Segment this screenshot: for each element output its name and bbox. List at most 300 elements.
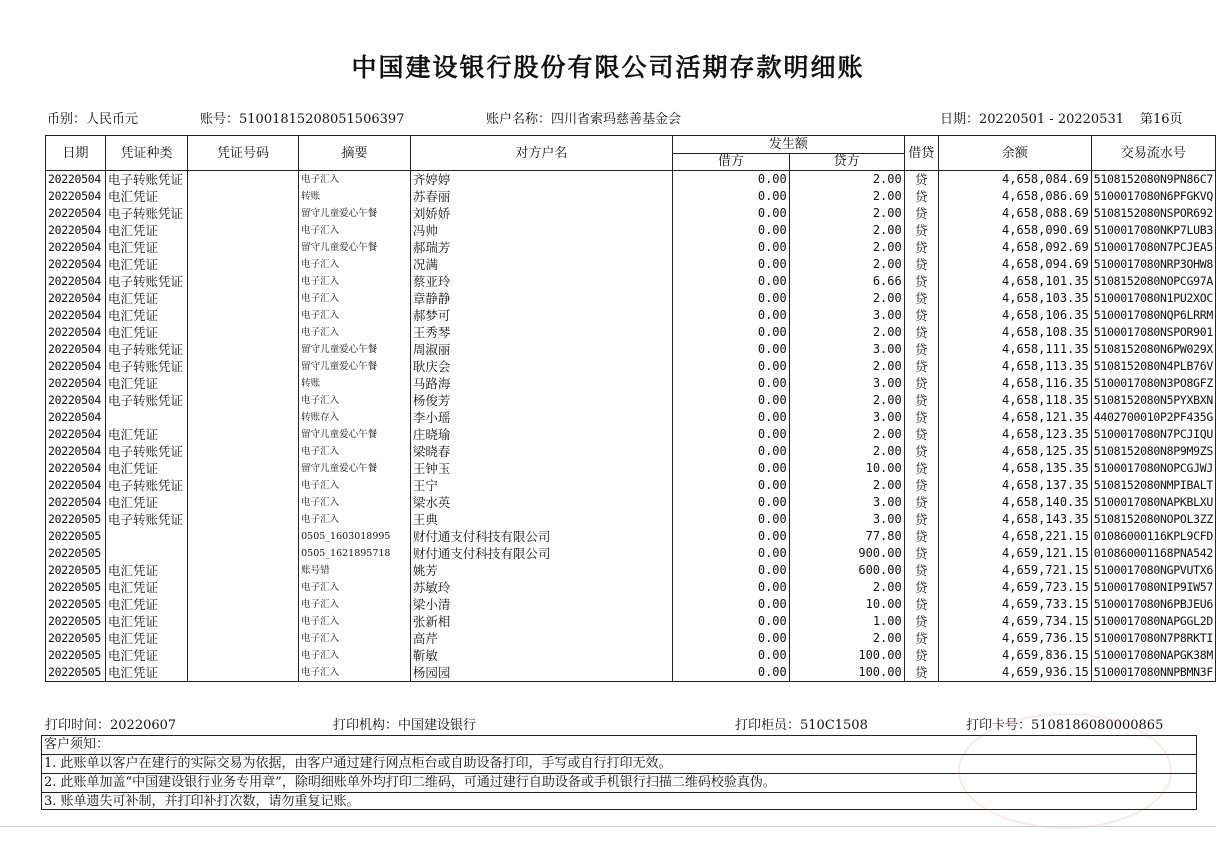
row-date: 20220505 [46, 528, 106, 545]
row-voucher-type: 电子转账凭证 [105, 511, 187, 528]
row-voucher-no [187, 511, 298, 528]
row-voucher-type [105, 545, 187, 562]
row-voucher-no [187, 205, 298, 222]
row-counterparty: 梁水英 [410, 494, 672, 511]
row-serial: 5100017080NIP9IW57 [1091, 579, 1215, 596]
row-serial: 5100017080N7P8RKTI [1091, 630, 1215, 647]
row-counterparty: 姚芳 [410, 562, 672, 579]
currency-label: 币别：人民币元 [47, 112, 139, 127]
row-balance: 4,659,721.15 [938, 562, 1091, 579]
row-balance: 4,658,090.69 [938, 222, 1091, 239]
row-dc: 贷 [904, 222, 938, 239]
row-voucher-no [187, 477, 298, 494]
row-serial: 5108152080NMPIBALT [1091, 477, 1215, 494]
row-credit: 2.00 [789, 443, 904, 460]
row-voucher-type: 电汇凭证 [105, 613, 187, 630]
notes-title: 客户须知： [42, 736, 1196, 755]
row-summary: 留守儿童爱心午餐 [299, 341, 411, 358]
table-row [46, 222, 1216, 239]
row-debit: 0.00 [673, 324, 790, 341]
row-dc: 贷 [904, 664, 938, 682]
row-date: 20220505 [46, 579, 106, 596]
row-serial: 5108152080NOPOL3ZZ [1091, 511, 1215, 528]
row-balance: 4,658,118.35 [938, 392, 1091, 409]
table-row [46, 596, 1216, 613]
row-counterparty: 耿庆会 [410, 358, 672, 375]
row-voucher-no [187, 528, 298, 545]
row-credit: 2.00 [789, 188, 904, 205]
table-row [46, 375, 1216, 392]
row-counterparty: 张新相 [410, 613, 672, 630]
page-bottom-divider [0, 826, 1216, 827]
row-debit: 0.00 [673, 273, 790, 290]
row-voucher-no [187, 375, 298, 392]
row-balance: 4,658,121.35 [938, 409, 1091, 426]
row-credit: 100.00 [789, 664, 904, 682]
table-row [46, 460, 1216, 477]
print-org: 打印机构：中国建设银行 [333, 718, 477, 733]
row-balance: 4,658,084.69 [938, 171, 1091, 189]
row-voucher-type: 电汇凭证 [105, 460, 187, 477]
table-row [46, 630, 1216, 647]
row-dc: 贷 [904, 171, 938, 189]
row-counterparty: 况满 [410, 256, 672, 273]
row-dc: 贷 [904, 290, 938, 307]
row-balance: 4,659,936.15 [938, 664, 1091, 682]
page-number: 第16页 [1140, 112, 1183, 127]
row-voucher-no [187, 545, 298, 562]
row-balance: 4,658,143.35 [938, 511, 1091, 528]
row-voucher-type: 电汇凭证 [105, 562, 187, 579]
row-debit: 0.00 [673, 647, 790, 664]
row-debit: 0.00 [673, 664, 790, 682]
row-date: 20220505 [46, 596, 106, 613]
row-credit: 2.00 [789, 205, 904, 222]
note-item: 1. 此账单以客户在建行的实际交易为依据，由客户通过建行网点柜台或自助设备打印，手写或自行打印无效。 [42, 755, 1196, 774]
row-voucher-type: 电汇凭证 [105, 375, 187, 392]
row-date: 20220505 [46, 545, 106, 562]
row-serial: 010860001168PNA542 [1091, 545, 1215, 562]
row-serial: 5108152080N8P9M9ZS [1091, 443, 1215, 460]
row-dc: 贷 [904, 358, 938, 375]
row-debit: 0.00 [673, 171, 790, 189]
row-summary: 留守儿童爱心午餐 [299, 460, 411, 477]
row-voucher-no [187, 307, 298, 324]
col-debit: 借方 [673, 154, 790, 171]
row-summary: 留守儿童爱心午餐 [299, 205, 411, 222]
table-row [46, 256, 1216, 273]
row-balance: 4,659,736.15 [938, 630, 1091, 647]
table-row [46, 647, 1216, 664]
account-name: 账户名称：四川省索玛慈善基金会 [486, 112, 682, 127]
row-dc: 贷 [904, 528, 938, 545]
row-debit: 0.00 [673, 545, 790, 562]
row-date: 20220504 [46, 494, 106, 511]
row-credit: 3.00 [789, 494, 904, 511]
row-counterparty: 齐婷婷 [410, 171, 672, 189]
row-serial: 5100017080NAPKBLXU [1091, 494, 1215, 511]
row-balance: 4,658,088.69 [938, 205, 1091, 222]
row-balance: 4,659,836.15 [938, 647, 1091, 664]
row-credit: 2.00 [789, 290, 904, 307]
row-counterparty: 杨俊芳 [410, 392, 672, 409]
row-serial: 5108152080N4PLB76V [1091, 358, 1215, 375]
row-debit: 0.00 [673, 630, 790, 647]
row-counterparty: 李小瑶 [410, 409, 672, 426]
row-voucher-no [187, 171, 298, 189]
row-summary: 电子汇入 [299, 647, 411, 664]
table-row [46, 545, 1216, 562]
row-dc: 贷 [904, 324, 938, 341]
row-summary: 转账 [299, 375, 411, 392]
row-dc: 贷 [904, 375, 938, 392]
row-balance: 4,658,101.35 [938, 273, 1091, 290]
row-dc: 贷 [904, 188, 938, 205]
row-credit: 3.00 [789, 375, 904, 392]
row-summary: 电子汇入 [299, 273, 411, 290]
row-voucher-no [187, 426, 298, 443]
row-dc: 贷 [904, 613, 938, 630]
row-credit: 2.00 [789, 222, 904, 239]
row-debit: 0.00 [673, 188, 790, 205]
table-row [46, 239, 1216, 256]
row-balance: 4,658,116.35 [938, 375, 1091, 392]
row-credit: 2.00 [789, 239, 904, 256]
row-balance: 4,658,221.15 [938, 528, 1091, 545]
row-dc: 贷 [904, 596, 938, 613]
row-serial: 5100017080NGPVUTX6 [1091, 562, 1215, 579]
row-dc: 贷 [904, 307, 938, 324]
row-summary: 电子汇入 [299, 324, 411, 341]
row-voucher-type: 电汇凭证 [105, 307, 187, 324]
row-counterparty: 财付通支付科技有限公司 [410, 528, 672, 545]
row-serial: 5108152080NSPOR692 [1091, 205, 1215, 222]
table-row [46, 341, 1216, 358]
row-voucher-type: 电汇凭证 [105, 290, 187, 307]
row-summary: 电子汇入 [299, 222, 411, 239]
print-counter: 打印柜员：510C1508 [735, 718, 868, 733]
row-summary: 账号错 [299, 562, 411, 579]
row-serial: 5100017080NSPOR901 [1091, 324, 1215, 341]
row-date: 20220504 [46, 171, 106, 189]
row-balance: 4,658,103.35 [938, 290, 1091, 307]
row-voucher-no [187, 222, 298, 239]
row-voucher-type: 电汇凭证 [105, 494, 187, 511]
row-dc: 贷 [904, 239, 938, 256]
row-voucher-no [187, 341, 298, 358]
row-balance: 4,658,108.35 [938, 324, 1091, 341]
row-credit: 2.00 [789, 426, 904, 443]
table-row [46, 494, 1216, 511]
row-balance: 4,658,137.35 [938, 477, 1091, 494]
row-counterparty: 郝瑞芳 [410, 239, 672, 256]
row-credit: 900.00 [789, 545, 904, 562]
row-counterparty: 杨园园 [410, 664, 672, 682]
row-voucher-type: 电子转账凭证 [105, 477, 187, 494]
row-debit: 0.00 [673, 477, 790, 494]
row-voucher-no [187, 664, 298, 682]
row-voucher-type [105, 528, 187, 545]
row-counterparty: 高芹 [410, 630, 672, 647]
row-credit: 2.00 [789, 579, 904, 596]
row-dc: 贷 [904, 477, 938, 494]
row-voucher-type: 电汇凭证 [105, 596, 187, 613]
row-date: 20220505 [46, 630, 106, 647]
row-balance: 4,658,106.35 [938, 307, 1091, 324]
table-row [46, 613, 1216, 630]
row-voucher-type: 电子转账凭证 [105, 171, 187, 189]
row-balance: 4,658,092.69 [938, 239, 1091, 256]
row-voucher-no [187, 239, 298, 256]
row-voucher-no [187, 562, 298, 579]
row-serial: 5100017080N1PU2XOC [1091, 290, 1215, 307]
row-date: 20220504 [46, 239, 106, 256]
table-row [46, 579, 1216, 596]
row-summary: 电子汇入 [299, 613, 411, 630]
row-dc: 贷 [904, 647, 938, 664]
row-credit: 2.00 [789, 171, 904, 189]
row-serial: 5100017080NOPCGJWJ [1091, 460, 1215, 477]
row-counterparty: 蔡亚玲 [410, 273, 672, 290]
row-balance: 4,658,111.35 [938, 341, 1091, 358]
row-voucher-type: 电汇凭证 [105, 426, 187, 443]
row-summary: 电子汇入 [299, 307, 411, 324]
row-date: 20220504 [46, 307, 106, 324]
table-row [46, 273, 1216, 290]
row-credit: 10.00 [789, 460, 904, 477]
row-date: 20220504 [46, 324, 106, 341]
row-debit: 0.00 [673, 205, 790, 222]
row-credit: 1.00 [789, 613, 904, 630]
row-serial: 5108152080N6PW029X [1091, 341, 1215, 358]
row-dc: 贷 [904, 630, 938, 647]
row-voucher-no [187, 290, 298, 307]
row-debit: 0.00 [673, 596, 790, 613]
row-summary: 转账 [299, 188, 411, 205]
row-balance: 4,659,733.15 [938, 596, 1091, 613]
row-debit: 0.00 [673, 426, 790, 443]
row-balance: 4,659,121.15 [938, 545, 1091, 562]
row-credit: 100.00 [789, 647, 904, 664]
row-voucher-no [187, 392, 298, 409]
row-dc: 贷 [904, 273, 938, 290]
row-credit: 3.00 [789, 511, 904, 528]
row-voucher-no [187, 647, 298, 664]
row-summary: 电子汇入 [299, 511, 411, 528]
date-range: 日期：20220501 - 20220531 [940, 112, 1124, 127]
row-serial: 4402700010P2PF435G [1091, 409, 1215, 426]
table-row [46, 188, 1216, 205]
row-counterparty: 梁小清 [410, 596, 672, 613]
col-voucher-type: 凭证种类 [105, 136, 187, 171]
row-serial: 5100017080NAPGK38M [1091, 647, 1215, 664]
row-voucher-type: 电子转账凭证 [105, 341, 187, 358]
print-card: 打印卡号：5108186080000865 [966, 718, 1164, 733]
table-row [46, 477, 1216, 494]
table-row [46, 307, 1216, 324]
row-voucher-no [187, 494, 298, 511]
row-credit: 3.00 [789, 409, 904, 426]
row-date: 20220505 [46, 613, 106, 630]
row-credit: 600.00 [789, 562, 904, 579]
row-summary: 电子汇入 [299, 290, 411, 307]
row-summary: 电子汇入 [299, 477, 411, 494]
row-date: 20220504 [46, 290, 106, 307]
row-date: 20220504 [46, 443, 106, 460]
row-counterparty: 章静静 [410, 290, 672, 307]
bank-seal-faint [958, 713, 1172, 829]
row-balance: 4,659,723.15 [938, 579, 1091, 596]
row-date: 20220505 [46, 511, 106, 528]
row-voucher-no [187, 273, 298, 290]
row-counterparty: 王钟玉 [410, 460, 672, 477]
row-serial: 5100017080N6PFGKVQ [1091, 188, 1215, 205]
row-serial: 5100017080NKP7LUB3 [1091, 222, 1215, 239]
row-voucher-no [187, 358, 298, 375]
row-date: 20220504 [46, 426, 106, 443]
table-row [46, 511, 1216, 528]
row-serial: 5100017080NRP3OHW8 [1091, 256, 1215, 273]
transaction-table [45, 135, 1216, 682]
row-voucher-type: 电汇凭证 [105, 579, 187, 596]
row-voucher-no [187, 630, 298, 647]
row-summary: 电子汇入 [299, 579, 411, 596]
row-serial: 5100017080N7PCJIQU [1091, 426, 1215, 443]
row-credit: 2.00 [789, 392, 904, 409]
row-voucher-type: 电汇凭证 [105, 222, 187, 239]
row-debit: 0.00 [673, 494, 790, 511]
row-date: 20220504 [46, 375, 106, 392]
table-row [46, 528, 1216, 545]
row-counterparty: 马路海 [410, 375, 672, 392]
row-voucher-no [187, 460, 298, 477]
row-summary: 电子汇入 [299, 664, 411, 682]
row-voucher-type: 电子转账凭证 [105, 358, 187, 375]
row-credit: 3.00 [789, 341, 904, 358]
row-voucher-type: 电子转账凭证 [105, 392, 187, 409]
row-voucher-type: 电子转账凭证 [105, 443, 187, 460]
print-time: 打印时间：20220607 [45, 718, 177, 733]
table-row [46, 358, 1216, 375]
row-serial: 5108152080NOPCG97A [1091, 273, 1215, 290]
row-dc: 贷 [904, 511, 938, 528]
row-dc: 贷 [904, 443, 938, 460]
row-debit: 0.00 [673, 409, 790, 426]
col-dc: 借贷 [904, 136, 938, 171]
table-row [46, 426, 1216, 443]
row-voucher-no [187, 188, 298, 205]
row-dc: 贷 [904, 392, 938, 409]
row-debit: 0.00 [673, 528, 790, 545]
row-counterparty: 王宁 [410, 477, 672, 494]
row-voucher-no [187, 579, 298, 596]
row-voucher-type: 电子转账凭证 [105, 273, 187, 290]
col-amount: 发生额 [673, 136, 905, 154]
row-voucher-type: 电汇凭证 [105, 239, 187, 256]
table-row [46, 290, 1216, 307]
row-debit: 0.00 [673, 256, 790, 273]
row-counterparty: 庄晓瑜 [410, 426, 672, 443]
row-date: 20220504 [46, 256, 106, 273]
row-credit: 10.00 [789, 596, 904, 613]
row-voucher-no [187, 409, 298, 426]
row-debit: 0.00 [673, 358, 790, 375]
row-balance: 4,659,734.15 [938, 613, 1091, 630]
col-credit: 贷方 [789, 154, 904, 171]
row-dc: 贷 [904, 426, 938, 443]
row-credit: 2.00 [789, 630, 904, 647]
account-number: 账号：51001815208051506397 [200, 112, 405, 127]
table-row [46, 562, 1216, 579]
row-balance: 4,658,113.35 [938, 358, 1091, 375]
row-serial: 5100017080NQP6LRRM [1091, 307, 1215, 324]
row-summary: 0505_1603018995 [299, 528, 411, 545]
row-date: 20220504 [46, 273, 106, 290]
row-counterparty: 刘娇娇 [410, 205, 672, 222]
row-balance: 4,658,125.35 [938, 443, 1091, 460]
row-dc: 贷 [904, 562, 938, 579]
row-credit: 2.00 [789, 477, 904, 494]
row-dc: 贷 [904, 256, 938, 273]
row-summary: 电子汇入 [299, 494, 411, 511]
col-summary: 摘要 [299, 136, 411, 171]
row-summary: 电子汇入 [299, 392, 411, 409]
row-date: 20220505 [46, 664, 106, 682]
row-balance: 4,658,140.35 [938, 494, 1091, 511]
col-serial: 交易流水号 [1091, 136, 1215, 171]
row-voucher-no [187, 596, 298, 613]
row-debit: 0.00 [673, 307, 790, 324]
row-date: 20220504 [46, 222, 106, 239]
table-row [46, 205, 1216, 222]
row-credit: 2.00 [789, 358, 904, 375]
row-counterparty: 周淑丽 [410, 341, 672, 358]
row-voucher-no [187, 443, 298, 460]
row-summary: 留守儿童爱心午餐 [299, 358, 411, 375]
row-date: 20220504 [46, 358, 106, 375]
row-summary: 电子汇入 [299, 256, 411, 273]
row-counterparty: 王秀琴 [410, 324, 672, 341]
row-debit: 0.00 [673, 341, 790, 358]
row-summary: 电子汇入 [299, 443, 411, 460]
row-serial: 5100017080NNPBMN3F [1091, 664, 1215, 682]
row-debit: 0.00 [673, 392, 790, 409]
row-debit: 0.00 [673, 613, 790, 630]
row-credit: 2.00 [789, 256, 904, 273]
row-voucher-type: 电汇凭证 [105, 188, 187, 205]
row-summary: 电子汇入 [299, 630, 411, 647]
table-row [46, 171, 1216, 189]
row-date: 20220504 [46, 205, 106, 222]
row-serial: 5108152080N5PYXBXN [1091, 392, 1215, 409]
row-counterparty: 靳敏 [410, 647, 672, 664]
row-voucher-type: 电汇凭证 [105, 630, 187, 647]
table-row [46, 443, 1216, 460]
row-debit: 0.00 [673, 290, 790, 307]
row-date: 20220505 [46, 647, 106, 664]
row-counterparty: 财付通支付科技有限公司 [410, 545, 672, 562]
row-counterparty: 郝梦可 [410, 307, 672, 324]
row-counterparty: 苏敏玲 [410, 579, 672, 596]
row-serial: 5100017080N6PBJEU6 [1091, 596, 1215, 613]
row-serial: 5100017080N7PCJEA5 [1091, 239, 1215, 256]
note-item: 3. 账单遗失可补制，并打印补打次数，请勿重复记账。 [44, 794, 360, 809]
row-debit: 0.00 [673, 375, 790, 392]
row-serial: 5100017080NAPGGL2D [1091, 613, 1215, 630]
row-credit: 2.00 [789, 324, 904, 341]
row-dc: 贷 [904, 341, 938, 358]
row-voucher-type: 电汇凭证 [105, 664, 187, 682]
